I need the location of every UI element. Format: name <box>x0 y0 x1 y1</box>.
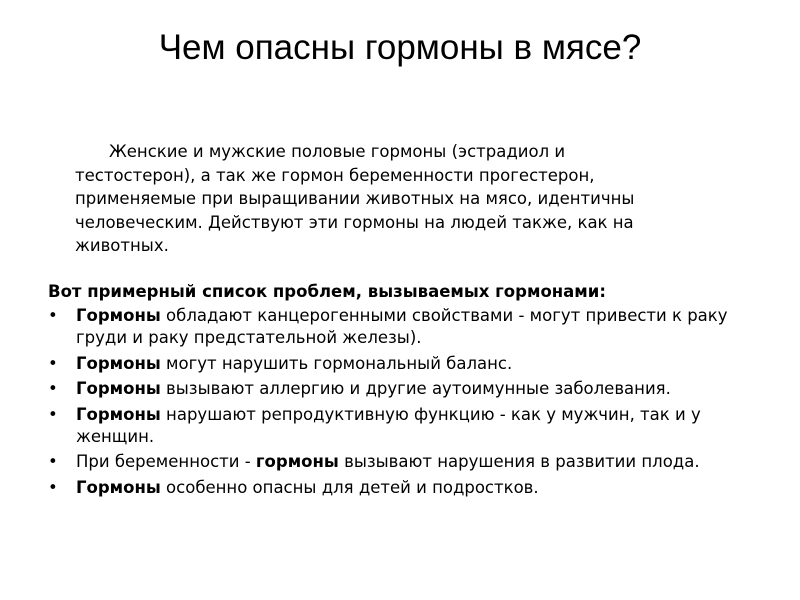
list-item <box>48 451 760 473</box>
list-heading: Вот примерный список проблем, вызываемых гормонами: <box>48 282 606 301</box>
bullet-icon: • <box>48 477 58 497</box>
list-item <box>48 353 760 375</box>
item-text: могут нарушить гормональный баланс. <box>160 353 513 373</box>
item-text: особенно опасны для детей и подростков. <box>160 477 539 497</box>
item-text: нарушают репродуктивную функцию - как у мужчин, так и у женщин. <box>76 404 701 446</box>
bullet-icon: • <box>48 353 58 373</box>
list-item <box>48 305 760 349</box>
item-bold-term: Гормоны <box>76 306 161 325</box>
problems-list <box>48 305 760 502</box>
item-bold-term: Гормоны <box>76 404 161 424</box>
list-item <box>48 378 760 400</box>
item-bold-term: Гормоны <box>76 353 161 373</box>
intro-paragraph: Женские и мужские половые гормоны (эстрадиол и тестостерон), а так же гормон беременности прогестерон, применяемые при выращивании животных на мясо, идентичны человеческим. Действуют эти гормоны на людей также, как на животных. <box>75 142 635 255</box>
list-item <box>48 404 760 448</box>
item-prefix: При беременности - <box>76 452 256 471</box>
bullet-icon: • <box>48 379 58 398</box>
item-text: вызывают нарушения в развитии плода. <box>338 452 700 471</box>
item-text: обладают канцерогенными свойствами - могут привести к раку груди и раку предстательной железы). <box>76 306 728 347</box>
item-bold-term: Гормоны <box>76 477 161 497</box>
item-bold-term: гормоны <box>255 452 339 471</box>
slide-title: Чем опасны гормоны в мясе? <box>158 28 642 67</box>
list-item <box>48 477 760 499</box>
bullet-icon: • <box>48 452 58 471</box>
item-text: вызывают аллергию и другие аутоимунные заболевания. <box>160 379 671 398</box>
bullet-icon: • <box>48 404 58 424</box>
item-bold-term: Гормоны <box>76 379 161 398</box>
bullet-icon: • <box>48 306 58 325</box>
